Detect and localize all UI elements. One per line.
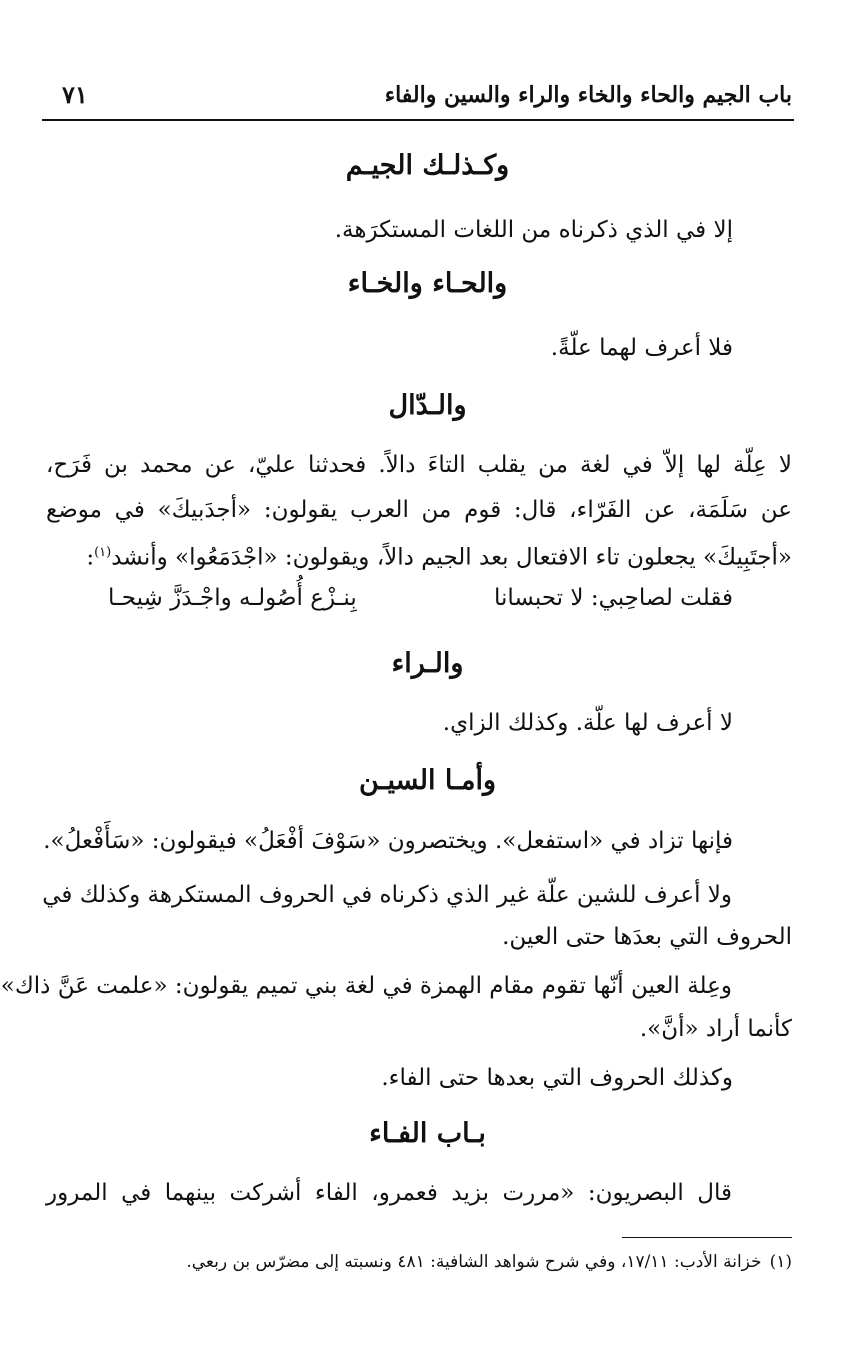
section-heading-dal: والـدّال [388,390,467,421]
running-header [42,78,792,118]
running-title: باب الجيم والحاء والخاء والراء والسين والفاء [384,82,792,108]
header-rule [42,119,794,121]
paragraph-sin-2-line-2: الحروف التي بعدَها حتى العين. [502,924,792,950]
paragraph-ra: لا أعرف لها علّة. وكذلك الزاي. [442,710,733,736]
paragraph-dal-line-2: عن سَلَمَة، عن الفَرّاء، قال: قوم من العرب يقولون: «أجدَبيكَ» في موضع [46,497,792,523]
paragraph-dal-line-3-text: «أجتَبِيكَ» يجعلون تاء الافتعال بعد الجيم دالاً، ويقولون: «اجْدَمَعُوا» وأنشد [111,544,792,571]
verse-first-hemistich: فقلت لصاحِبي: لا تحبسانا [493,585,733,611]
section-heading-ra: والـراء [391,648,464,679]
footnote-marker: (١) [769,1252,792,1272]
paragraph-ha-kha: فلا أعرف لهما علّةً. [550,335,733,361]
page-number: ٧١ [62,80,88,109]
paragraph-jim: إلا في الذي ذكرناه من اللغات المستكرَهة. [334,217,733,243]
paragraph-fa: قال البصريون: «مررت بزيد فعمرو، الفاء أشركت بينهما في المرور [46,1180,732,1206]
section-heading-fa: بـاب الفـاء [369,1118,486,1149]
paragraph-sin-3-line-1: وعِلة العين أنّها تقوم مقام الهمزة في لغة بني تميم يقولون: «علمت عَنَّ ذاك» [0,973,732,999]
section-heading-jim: وكـذلـك الجيـم [345,150,510,181]
paragraph-sin-2-line-1: ولا أعرف للشين علّة غير الذي ذكرناه في الحروف المستكرهة وكذلك في [42,882,732,908]
section-heading-ha-kha: والحـاء والخـاء [347,268,508,299]
paragraph-sin-3-line-2: كأنما أراد «أنَّ». [639,1016,792,1042]
paragraph-dal-line-3-end: : [86,544,95,571]
paragraph-sin-1: فإنها تزاد في «استفعل». ويختصرون «سَوْفَ أفْعَلُ» فيقولون: «سَأَفْعلُ». [43,828,733,854]
section-heading-sin: وأمـا السيـن [359,765,496,796]
paragraph-sin-4: وكذلك الحروف التي بعدها حتى الفاء. [381,1065,733,1091]
verse-second-hemistich: بِنـزْع أُصُولـه واجْـدَزَّ شِيحـا [108,585,357,611]
footnote-reference: (١) [94,545,112,560]
footnote-text: خزانة الأدب: ١٧/١١، وفي شرح شواهد الشافية: ٤٨١ ونسبته إلى مضرّس بن ربعي. [186,1252,762,1272]
paragraph-dal-line-1: لا عِلّة لها إلاّ في لغة من يقلب التاءَ دالاً. فحدثنا عليّ، عن محمد بن فَرَح، [46,452,792,478]
paragraph-dal-line-3 [46,530,792,581]
footnote [186,1252,792,1272]
footnote-rule [622,1237,792,1238]
